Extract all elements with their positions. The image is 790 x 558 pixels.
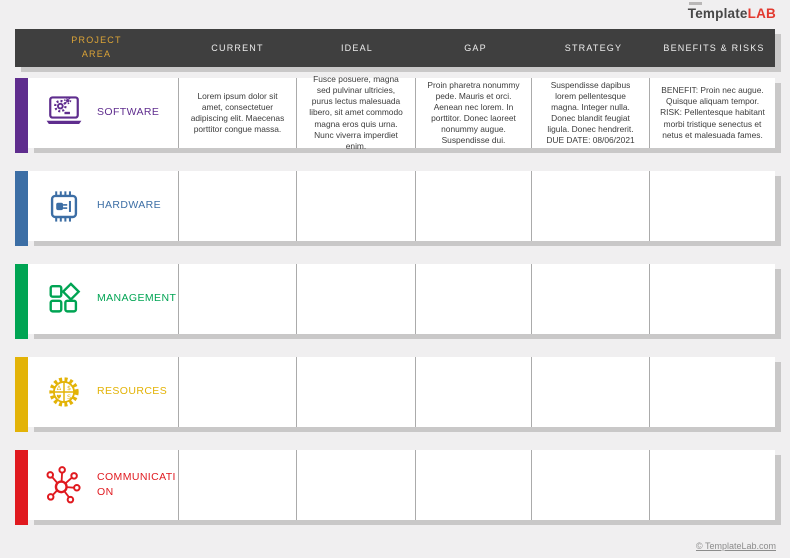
- benefits-risks-cell[interactable]: [649, 171, 775, 241]
- gap-cell[interactable]: [415, 450, 531, 520]
- row-color-bar: [15, 450, 28, 525]
- table-row: [15, 74, 775, 151]
- network-hub-icon: [41, 462, 87, 508]
- row-card: [28, 357, 775, 427]
- svg-text:$: $: [67, 384, 72, 393]
- strategy-cell[interactable]: [531, 171, 649, 241]
- current-cell[interactable]: Lorem ipsum dolor sit amet, consectetuer adipiscing elit. Maecenas porttitor congue massa.: [178, 78, 296, 148]
- benefits-risks-cell[interactable]: [649, 264, 775, 334]
- gap-cell[interactable]: Proin pharetra nonummy pede. Mauris et orci. Aenean nec lorem. In porttitor. Donec laoreet nonummy augue. Suspendisse dui.: [415, 78, 531, 148]
- ideal-cell[interactable]: [296, 357, 415, 427]
- row-color-bar: [15, 357, 28, 432]
- gap-cell[interactable]: [415, 171, 531, 241]
- project-area-cell: [28, 264, 178, 334]
- benefits-risks-cell[interactable]: BENEFIT: Proin nec augue. Quisque aliquam tempor. RISK: Pellentesque habitant morbi tristique senectus et netus et malesuada fames.: [649, 78, 775, 148]
- svg-text:♥: ♥: [56, 393, 62, 401]
- shapes-grid-icon: [41, 276, 87, 322]
- header-project-area-label: PROJECT AREA: [71, 35, 122, 59]
- benefits-risks-cell[interactable]: [649, 357, 775, 427]
- header-gap: GAP: [464, 43, 487, 53]
- row-card: [28, 74, 775, 151]
- table-row: [15, 357, 775, 427]
- project-area-label: COMMUNICATION: [97, 470, 176, 498]
- current-cell[interactable]: [178, 450, 296, 520]
- table-row: [15, 171, 775, 241]
- copyright-link[interactable]: © TemplateLab.com: [695, 541, 776, 551]
- row-card: [28, 450, 775, 520]
- header-strategy: STRATEGY: [564, 43, 623, 53]
- project-area-cell: [28, 450, 178, 520]
- row-card: [28, 264, 775, 334]
- gear-badge-icon: [41, 369, 87, 415]
- table-row: [15, 450, 775, 520]
- row-color-bar: [15, 78, 28, 153]
- table-header: [15, 29, 775, 67]
- logo-text-primary: Template: [687, 6, 748, 21]
- header-current: CURRENT: [211, 43, 264, 53]
- svg-text:S: S: [67, 392, 72, 401]
- project-area-label: MANAGEMENT: [97, 292, 177, 305]
- strategy-cell[interactable]: [531, 450, 649, 520]
- benefits-risks-cell[interactable]: [649, 450, 775, 520]
- current-cell[interactable]: [178, 171, 296, 241]
- ideal-cell[interactable]: [296, 450, 415, 520]
- ideal-cell[interactable]: Fusce posuere, magna sed pulvinar ultricies, purus lectus malesuada libero, sit amet commodo magna eros quis urna. Nunc viverra imperdiet enim.: [296, 78, 415, 148]
- project-area-cell: [28, 78, 178, 148]
- project-area-label: SOFTWARE: [97, 106, 160, 119]
- project-area-label: RESOURCES: [97, 385, 168, 398]
- gap-cell[interactable]: [415, 357, 531, 427]
- row-color-bar: [15, 171, 28, 246]
- chip-plug-icon: [41, 183, 87, 229]
- header-ideal: IDEAL: [340, 43, 373, 53]
- laptop-gear-icon: [41, 90, 87, 136]
- strategy-cell[interactable]: [531, 264, 649, 334]
- table-row: [15, 264, 775, 334]
- strategy-cell[interactable]: [531, 357, 649, 427]
- ideal-cell[interactable]: [296, 171, 415, 241]
- row-card: [28, 171, 775, 241]
- project-area-cell: [28, 171, 178, 241]
- logo-text-accent: LAB: [747, 6, 776, 21]
- strategy-cell[interactable]: Suspendisse dapibus lorem pellentesque magna. Integer nulla. Donec blandit feugiat ligula. Donec hendrerit. DUE DATE: 08/06/2021: [531, 78, 649, 148]
- templatelab-logo: [688, 6, 776, 21]
- header-project-area: [15, 29, 178, 67]
- row-color-bar: [15, 264, 28, 339]
- svg-text:Δ: Δ: [56, 384, 62, 393]
- logo-mark: [689, 2, 702, 5]
- current-cell[interactable]: [178, 357, 296, 427]
- current-cell[interactable]: [178, 264, 296, 334]
- ideal-cell[interactable]: [296, 264, 415, 334]
- gap-cell[interactable]: [415, 264, 531, 334]
- header-benefits-risks: BENEFITS & RISKS: [663, 43, 765, 53]
- project-area-label: HARDWARE: [97, 199, 162, 212]
- project-area-cell: [28, 357, 178, 427]
